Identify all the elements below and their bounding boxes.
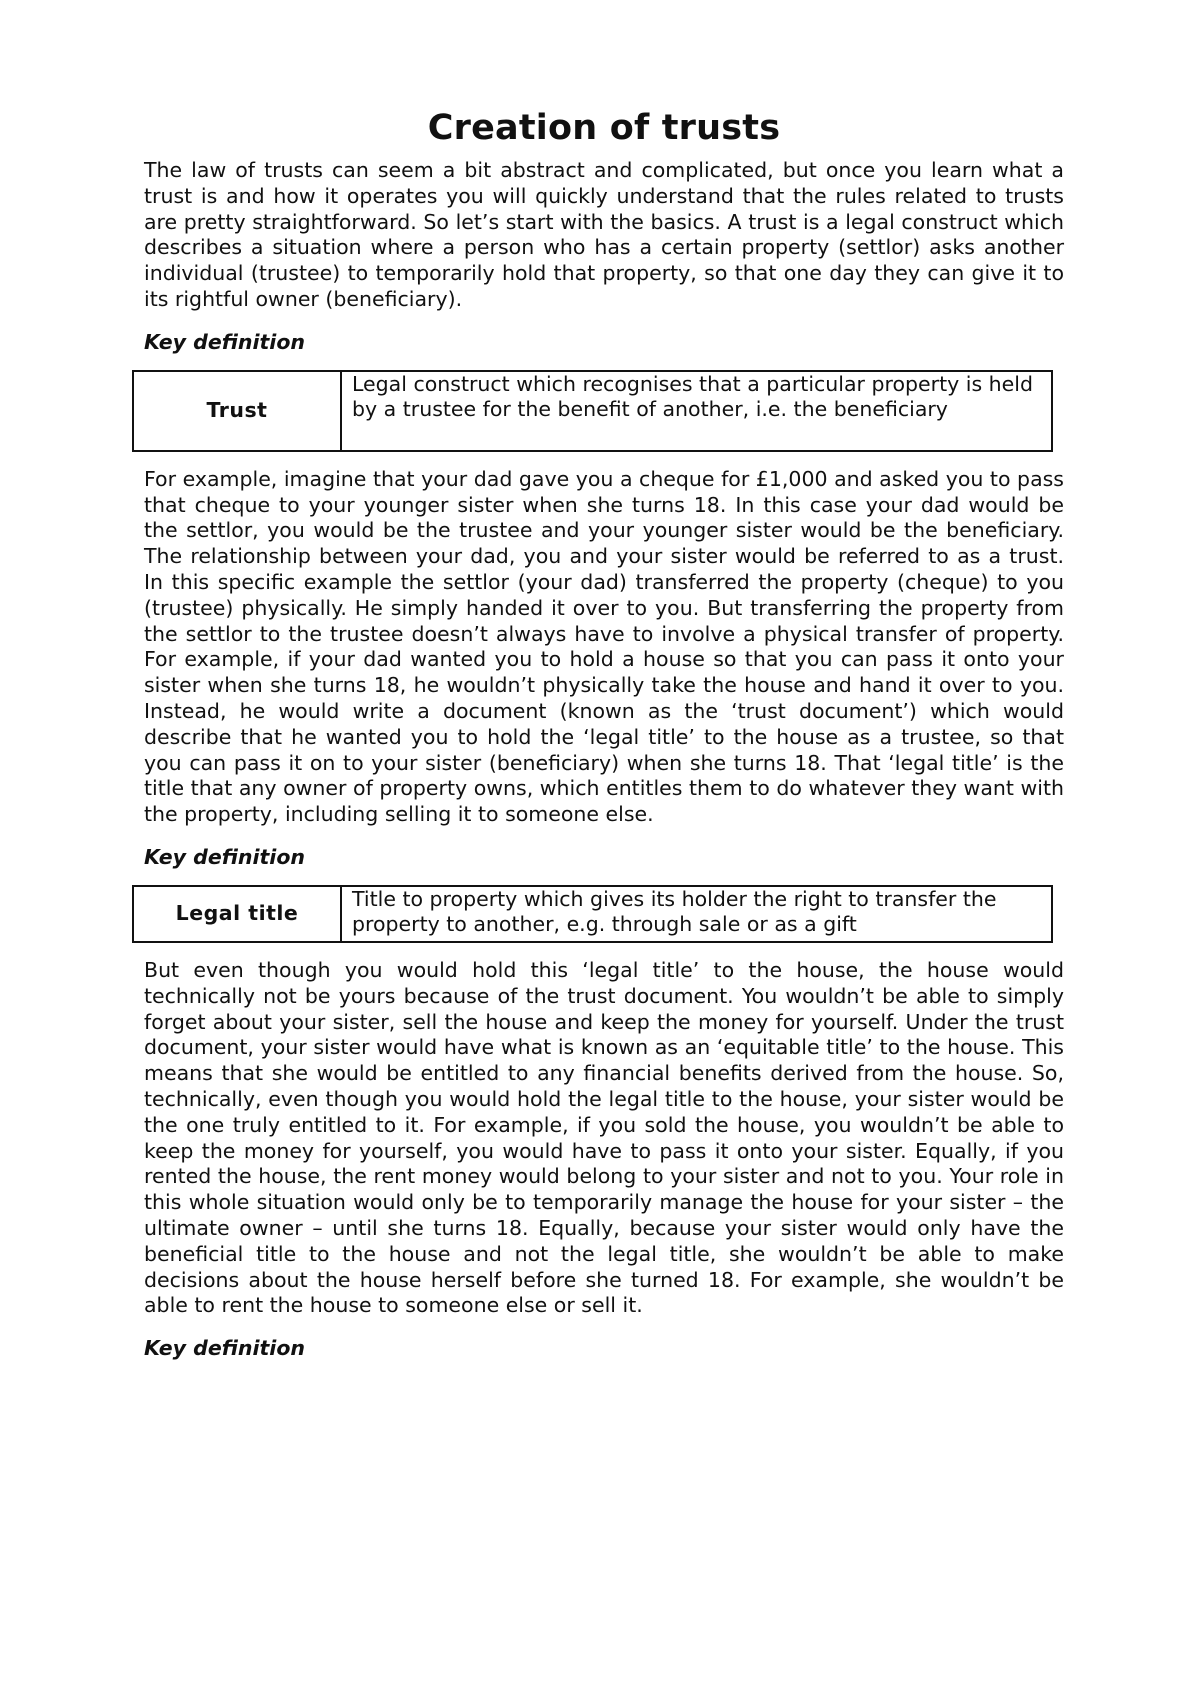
page-title: Creation of trusts: [427, 108, 781, 148]
definition-text: Title to property which gives its holder the right to transfer the property to another, e.g. through sale or as a gift: [341, 886, 1052, 942]
definition-table-trust: [132, 370, 1053, 452]
document-page: [144, 108, 1064, 1376]
definition-text: Legal construct which recognises that a particular property is held by a trustee for the benefit of another, i.e. the beneficiary: [341, 371, 1052, 451]
key-definition-heading: Key definition: [144, 844, 306, 869]
key-definition-heading: Key definition: [144, 1336, 306, 1361]
definition-table-legal-title: [132, 885, 1053, 943]
key-definition-heading: Key definition: [144, 329, 306, 354]
definition-row: [133, 371, 1052, 451]
definition-term: Legal title: [133, 886, 341, 942]
definition-term: Trust: [133, 371, 341, 451]
paragraph-example: For example, imagine that your dad gave you a cheque for £1,000 and asked you to pass that cheque to your younger sister when she turns 18. In this case your dad would be the settlor, you would be the trustee and your younger sister would be the beneficiary. The relationship between your dad, you and your sister would be referred to as a trust. In this specific example the settlor (your dad) transferred the property (cheque) to you (trustee) physically. He simply handed it over to you. But transferring the property from the settlor to the trustee doesn’t always have to involve a physical transfer of property. For example, if your dad wanted you to hold a house so that you can pass it onto your sister when she turns 18, he wouldn’t physically take the house and hand it over to you. Instead, he would write a document (known as the ‘trust document’) which would describe that he wanted you to hold the ‘legal title’ to the house as a trustee, so that you can pass it on to your sister (beneficiary) when she turns 18. That ‘legal title’ is the title that any owner of property owns, which entitles them to do whatever they want with the property, including selling it to someone else.: [144, 466, 1064, 827]
definition-row: [133, 886, 1052, 942]
paragraph-equitable-title: But even though you would hold this ‘legal title’ to the house, the house would technically not be yours because of the trust document. You wouldn’t be able to simply forget about your sister, sell the house and keep the money for yourself. Under the trust document, your sister would have what is known as an ‘equitable title’ to the house. This means that she would be entitled to any financial benefits derived from the house. So, technically, even though you would hold the legal title to the house, your sister would be the one truly entitled to it. For example, if you sold the house, you wouldn’t be able to keep the money for yourself, you would have to pass it onto your sister. Equally, if you rented the house, the rent money would belong to your sister and not to you. Your role in this whole situation would only be to temporarily manage the house for your sister – the ultimate owner – until she turns 18. Equally, because your sister would only have the beneficial title to the house and not the legal title, she wouldn’t be able to make decisions about the house herself before she turned 18. For example, she wouldn’t be able to rent the house to someone else or sell it.: [144, 957, 1064, 1318]
paragraph-intro: The law of trusts can seem a bit abstract and complicated, but once you learn what a trust is and how it operates you will quickly understand that the rules related to trusts are pretty straightforward. So let’s start with the basics. A trust is a legal construct which describes a situation where a person who has a certain property (settlor) asks another individual (trustee) to temporarily hold that property, so that one day they can give it to its rightful owner (beneficiary).: [144, 158, 1064, 311]
